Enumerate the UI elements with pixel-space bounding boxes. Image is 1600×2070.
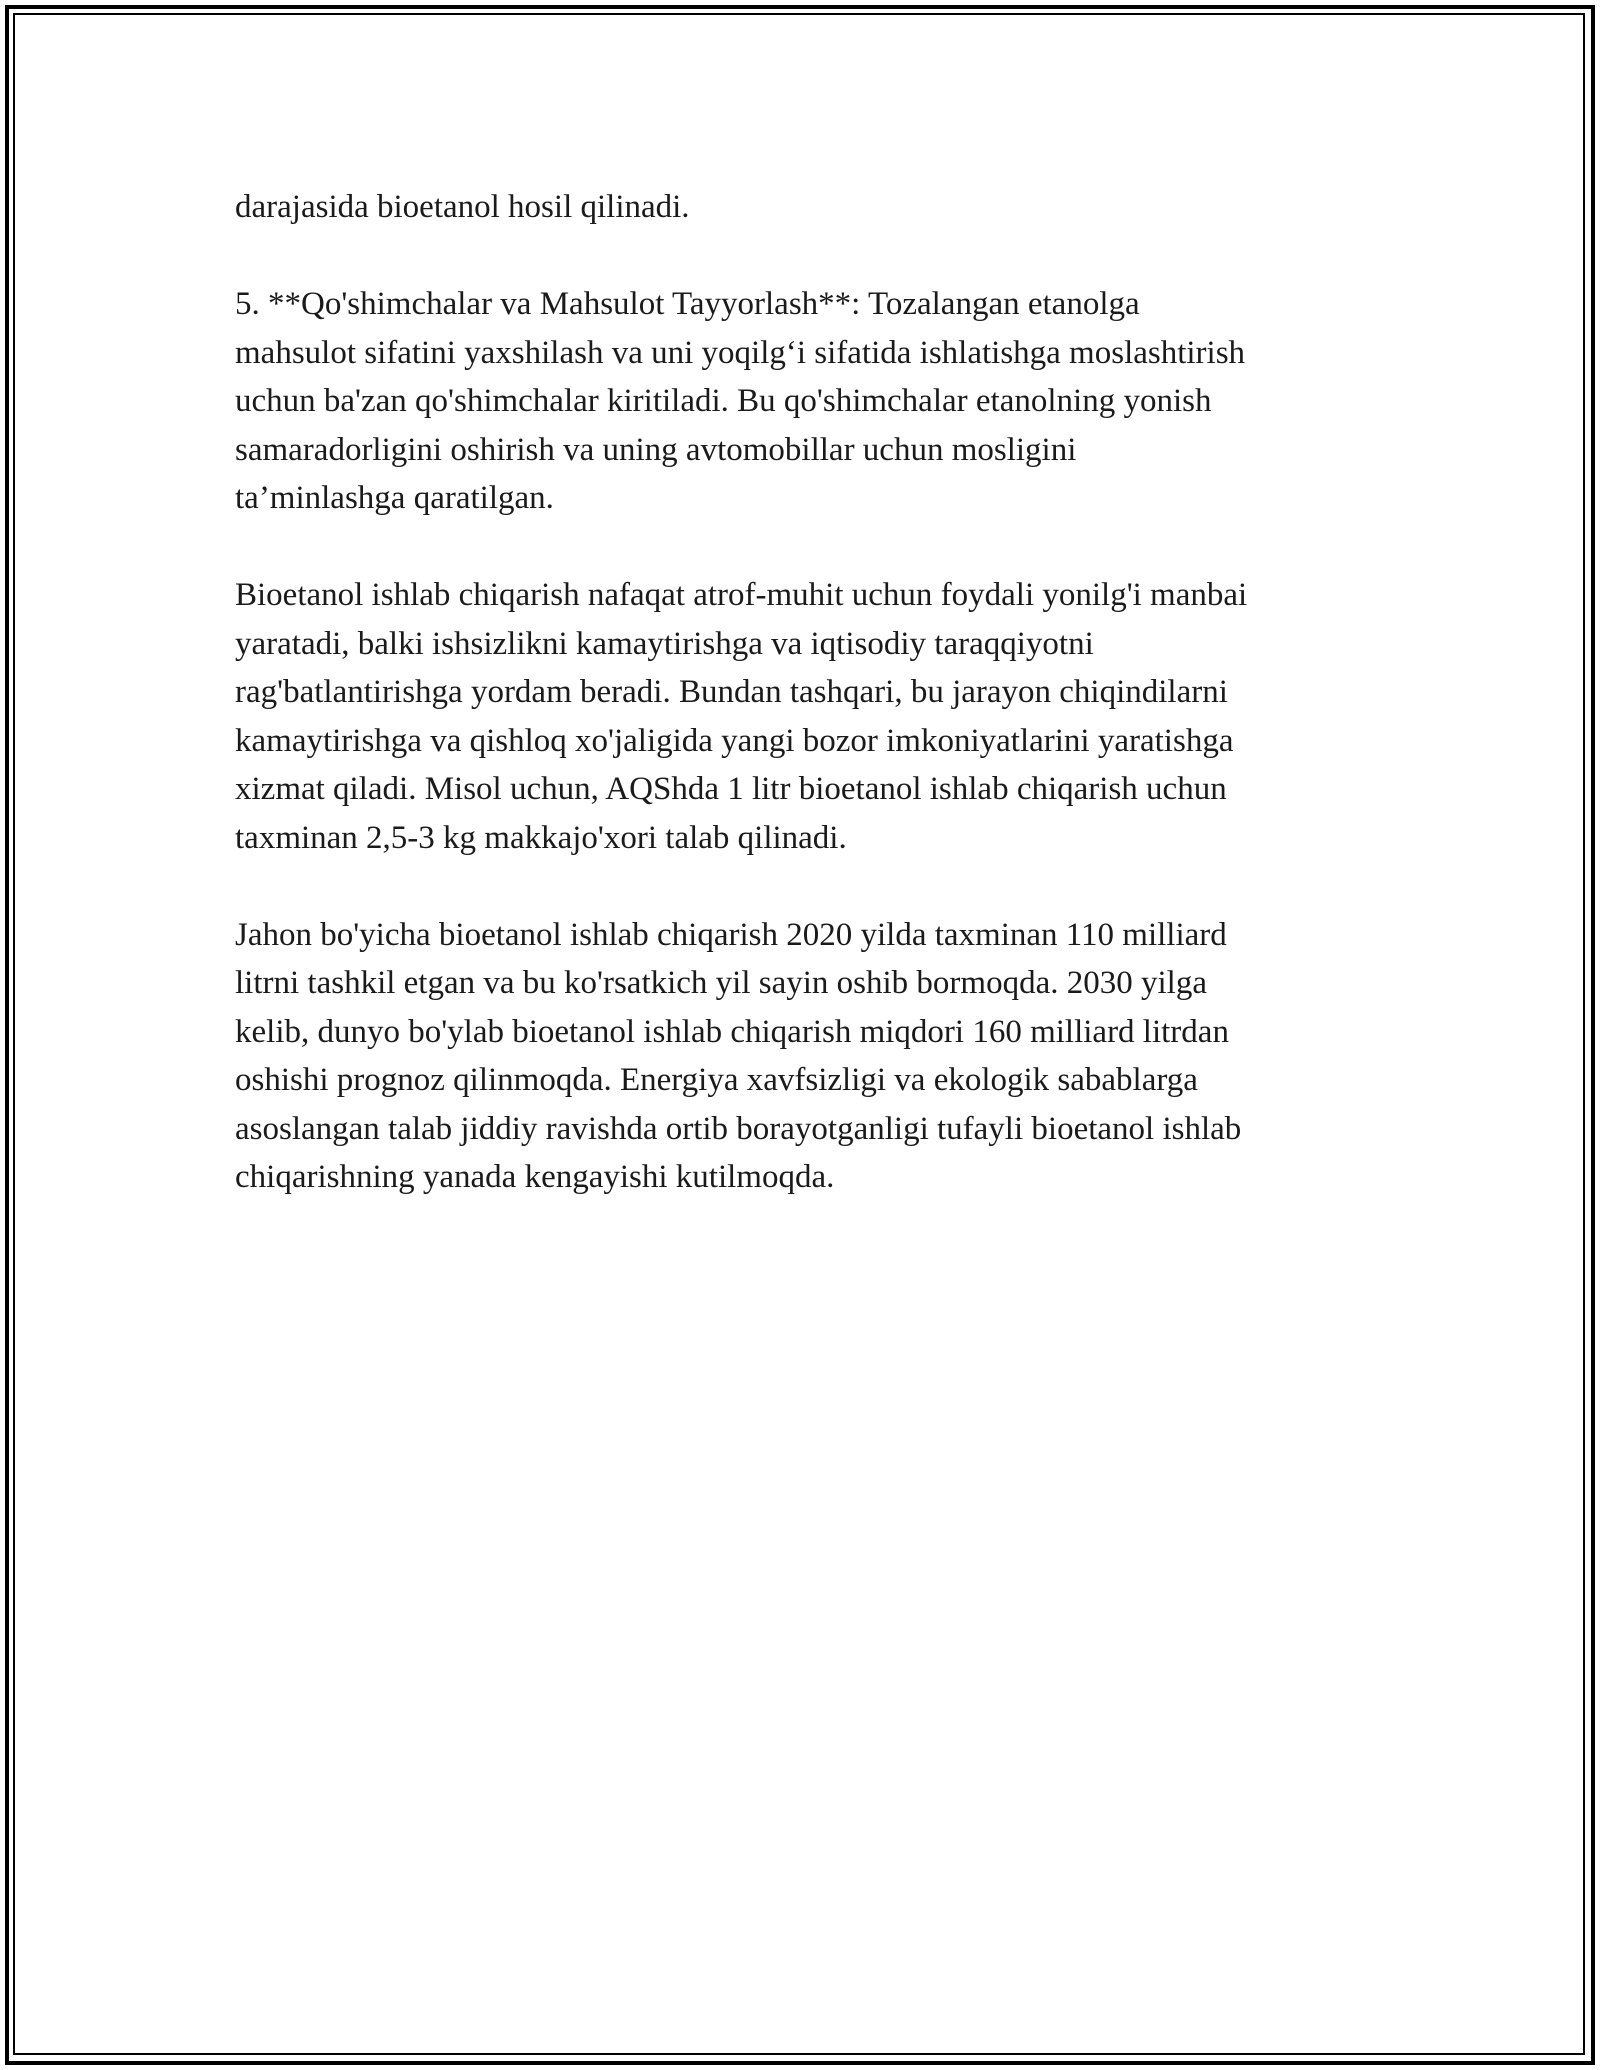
- paragraph-gap: [235, 862, 1395, 911]
- text-line: 5. **Qo'shimchalar va Mahsulot Tayyorlash**: Tozalangan etanolga: [235, 286, 1140, 322]
- paragraph-benefits: [235, 571, 1395, 862]
- paragraph-world-production: [235, 911, 1395, 1202]
- text-line: samaradorligini oshirish va uning avtomobillar uchun mosligini: [235, 431, 1077, 468]
- paragraph-gap: [235, 523, 1395, 572]
- text-line: rag'batlantirishga yordam beradi. Bundan tashqari, bu jarayon chiqindilarni: [235, 674, 1228, 710]
- text-line: asoslangan talab jiddiy ravishda ortib borayotganligi tufayli bioetanol ishlab: [235, 1110, 1242, 1147]
- text-line: kamaytirishga va qishloq xo'jaligida yangi bozor imkoniyatlarini yaratishga: [235, 722, 1234, 759]
- paragraph-gap: [235, 232, 1395, 281]
- text-line: darajasida bioetanol hosil qilinadi.: [235, 189, 690, 225]
- text-line: litrni tashkil etgan va bu ko'rsatkich yil sayin oshib bormoqda. 2030 yilga: [235, 965, 1207, 1001]
- text-line: xizmat qiladi. Misol uchun, AQShda 1 litr bioetanol ishlab chiqarish uchun: [235, 771, 1227, 807]
- document-body: [235, 183, 1395, 1202]
- text-line: chiqarishning yanada kengayishi kutilmoqda.: [235, 1159, 835, 1195]
- text-line: oshishi prognoz qilinmoqda. Energiya xavfsizligi va ekologik sabablarga: [235, 1062, 1198, 1098]
- text-line: Jahon bo'yicha bioetanol ishlab chiqarish 2020 yilda taxminan 110 milliard: [235, 916, 1227, 953]
- text-line: Bioetanol ishlab chiqarish nafaqat atrof-muhit uchun foydali yonilg'i manbai: [235, 577, 1248, 613]
- paragraph-additives: [235, 280, 1395, 523]
- paragraph-continuation: [235, 183, 1395, 232]
- text-line: mahsulot sifatini yaxshilash va uni yoqilg‘i sifatida ishlatishga moslashtirish: [235, 334, 1246, 371]
- text-line: yaratadi, balki ishsizlikni kamaytirishga va iqtisodiy taraqqiyotni: [235, 625, 1094, 662]
- text-line: uchun ba'zan qo'shimchalar kiritiladi. Bu qo'shimchalar etanolning yonish: [235, 383, 1212, 419]
- text-line: ta’minlashga qaratilgan.: [235, 480, 554, 516]
- text-line: taxminan 2,5-3 kg makkajo'xori talab qilinadi.: [235, 819, 847, 856]
- text-line: kelib, dunyo bo'ylab bioetanol ishlab chiqarish miqdori 160 milliard litrdan: [235, 1013, 1229, 1050]
